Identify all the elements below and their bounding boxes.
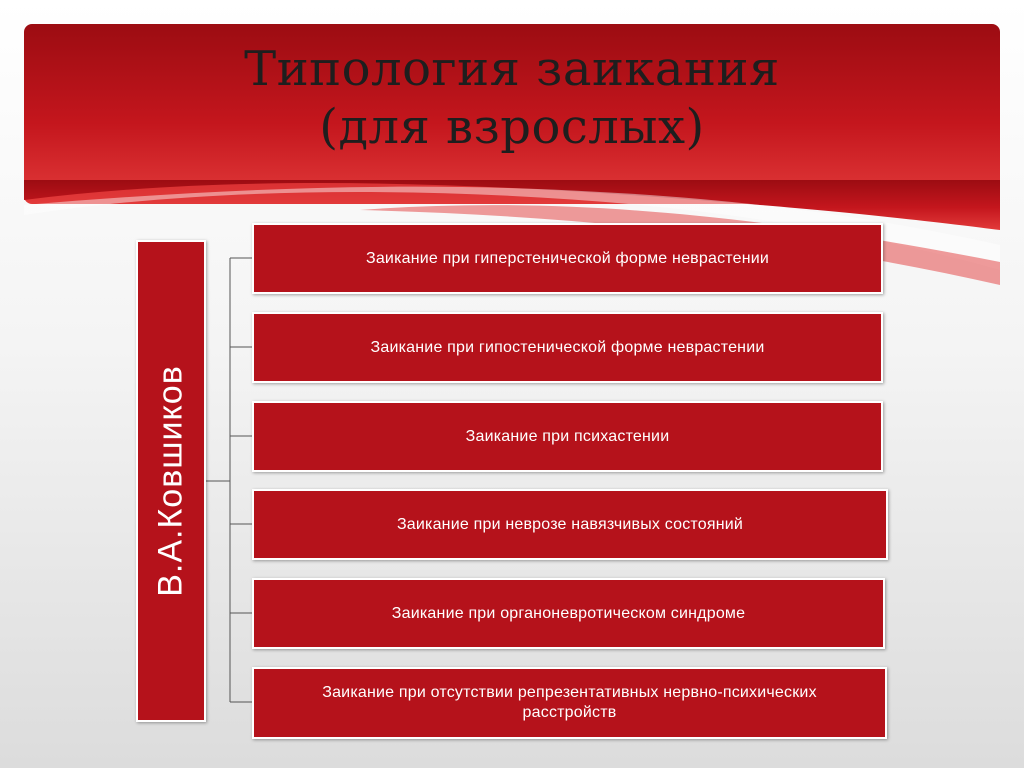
author-label: В.А.Ковшиков <box>151 365 190 597</box>
type-box-6 <box>252 667 887 739</box>
type-label-4: Заикание при неврозе навязчивых состояний <box>396 515 744 533</box>
type-label-2: Заикание при гипостенической форме неврастении <box>370 338 765 356</box>
type-box-3 <box>252 401 883 472</box>
type-box-4 <box>252 489 888 560</box>
title-line-1: Типология заикания <box>244 41 780 97</box>
type-box-2 <box>252 312 883 383</box>
type-label-6: Заикание при отсутствии репрезентативных нервно-психических расстройств <box>322 684 817 721</box>
type-box-1 <box>252 223 883 294</box>
author-box <box>136 240 206 722</box>
title-line-2: (для взрослых) <box>319 99 705 155</box>
type-box-5 <box>252 578 885 649</box>
type-label-3: Заикание при психастении <box>465 427 670 445</box>
type-label-5: Заикание при органоневротическом синдроме <box>391 604 746 622</box>
type-label-1: Заикание при гиперстенической форме неврастении <box>365 249 770 267</box>
